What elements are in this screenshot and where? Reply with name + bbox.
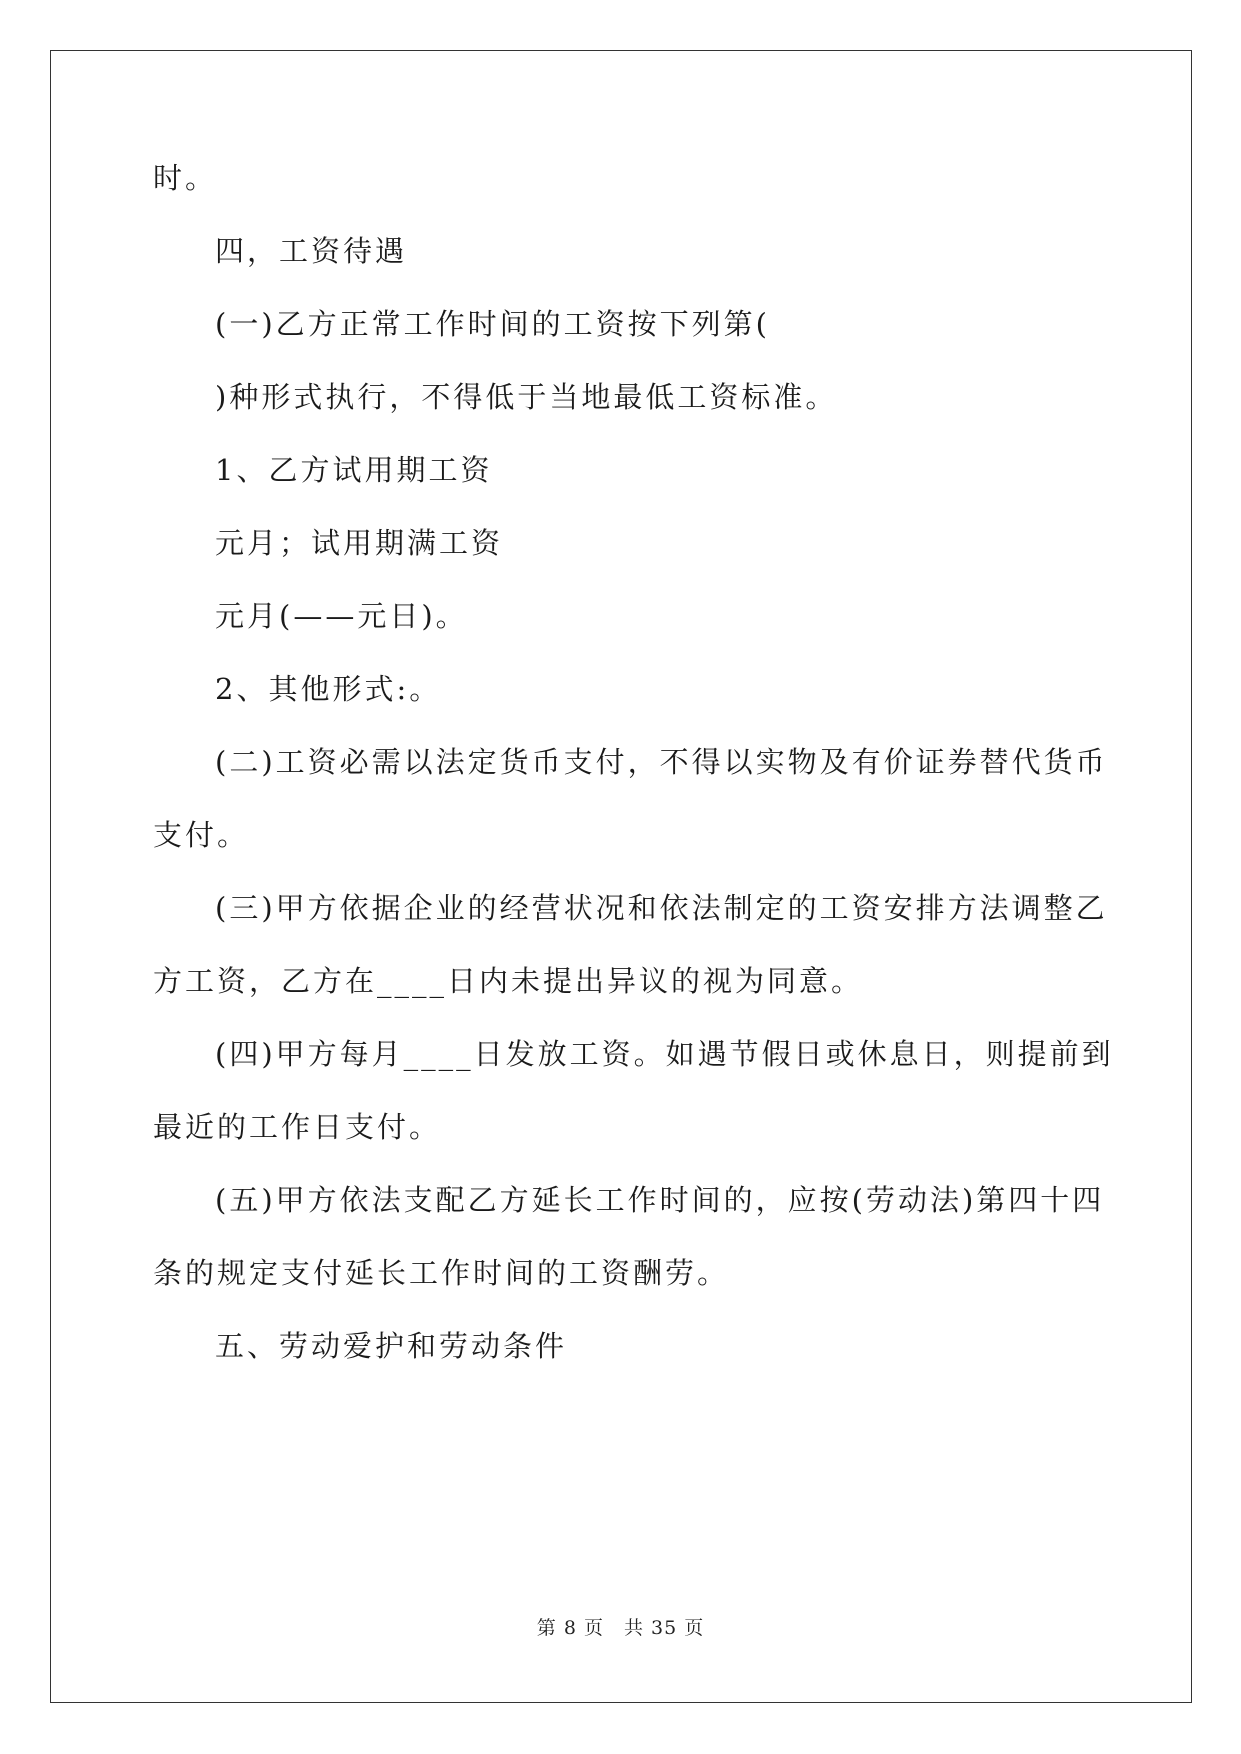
text-line: (一)乙方正常工作时间的工资按下列第( [215, 307, 770, 341]
text-line: 元月；试用期满工资 [215, 526, 504, 560]
text-line: )种形式执行，不得低于当地最低工资标准。 [215, 380, 838, 414]
page-number: 第 8 页 共 35 页 [536, 1617, 705, 1639]
text-line: 方工资，乙方在____日内未提出异议的视为同意。 [153, 964, 864, 998]
section-heading: 五、劳动爱护和劳动条件 [215, 1329, 568, 1363]
text-line: 条的规定支付延长工作时间的工资酬劳。 [153, 1256, 730, 1290]
text-line: 1、乙方试用期工资 [215, 453, 493, 487]
text-line: (三)甲方依据企业的经营状况和依法制定的工资安排方法调整乙 [215, 891, 1108, 925]
text-line: (二)工资必需以法定货币支付，不得以实物及有价证券替代货币 [215, 745, 1108, 779]
section-heading: 四，工资待遇 [215, 234, 408, 268]
text-line: (五)甲方依法支配乙方延长工作时间的，应按(劳动法)第四十四 [215, 1183, 1105, 1217]
text-line: 元月(——元日)。 [215, 599, 468, 633]
text-line: 2、其他形式:。 [215, 672, 442, 706]
page-border [50, 50, 1192, 1703]
text-line: 时。 [153, 161, 218, 195]
text-line: 最近的工作日支付。 [153, 1110, 442, 1144]
text-line: 支付。 [153, 818, 250, 852]
text-line: (四)甲方每月____日发放工资。如遇节假日或休息日，则提前到 [215, 1037, 1114, 1071]
